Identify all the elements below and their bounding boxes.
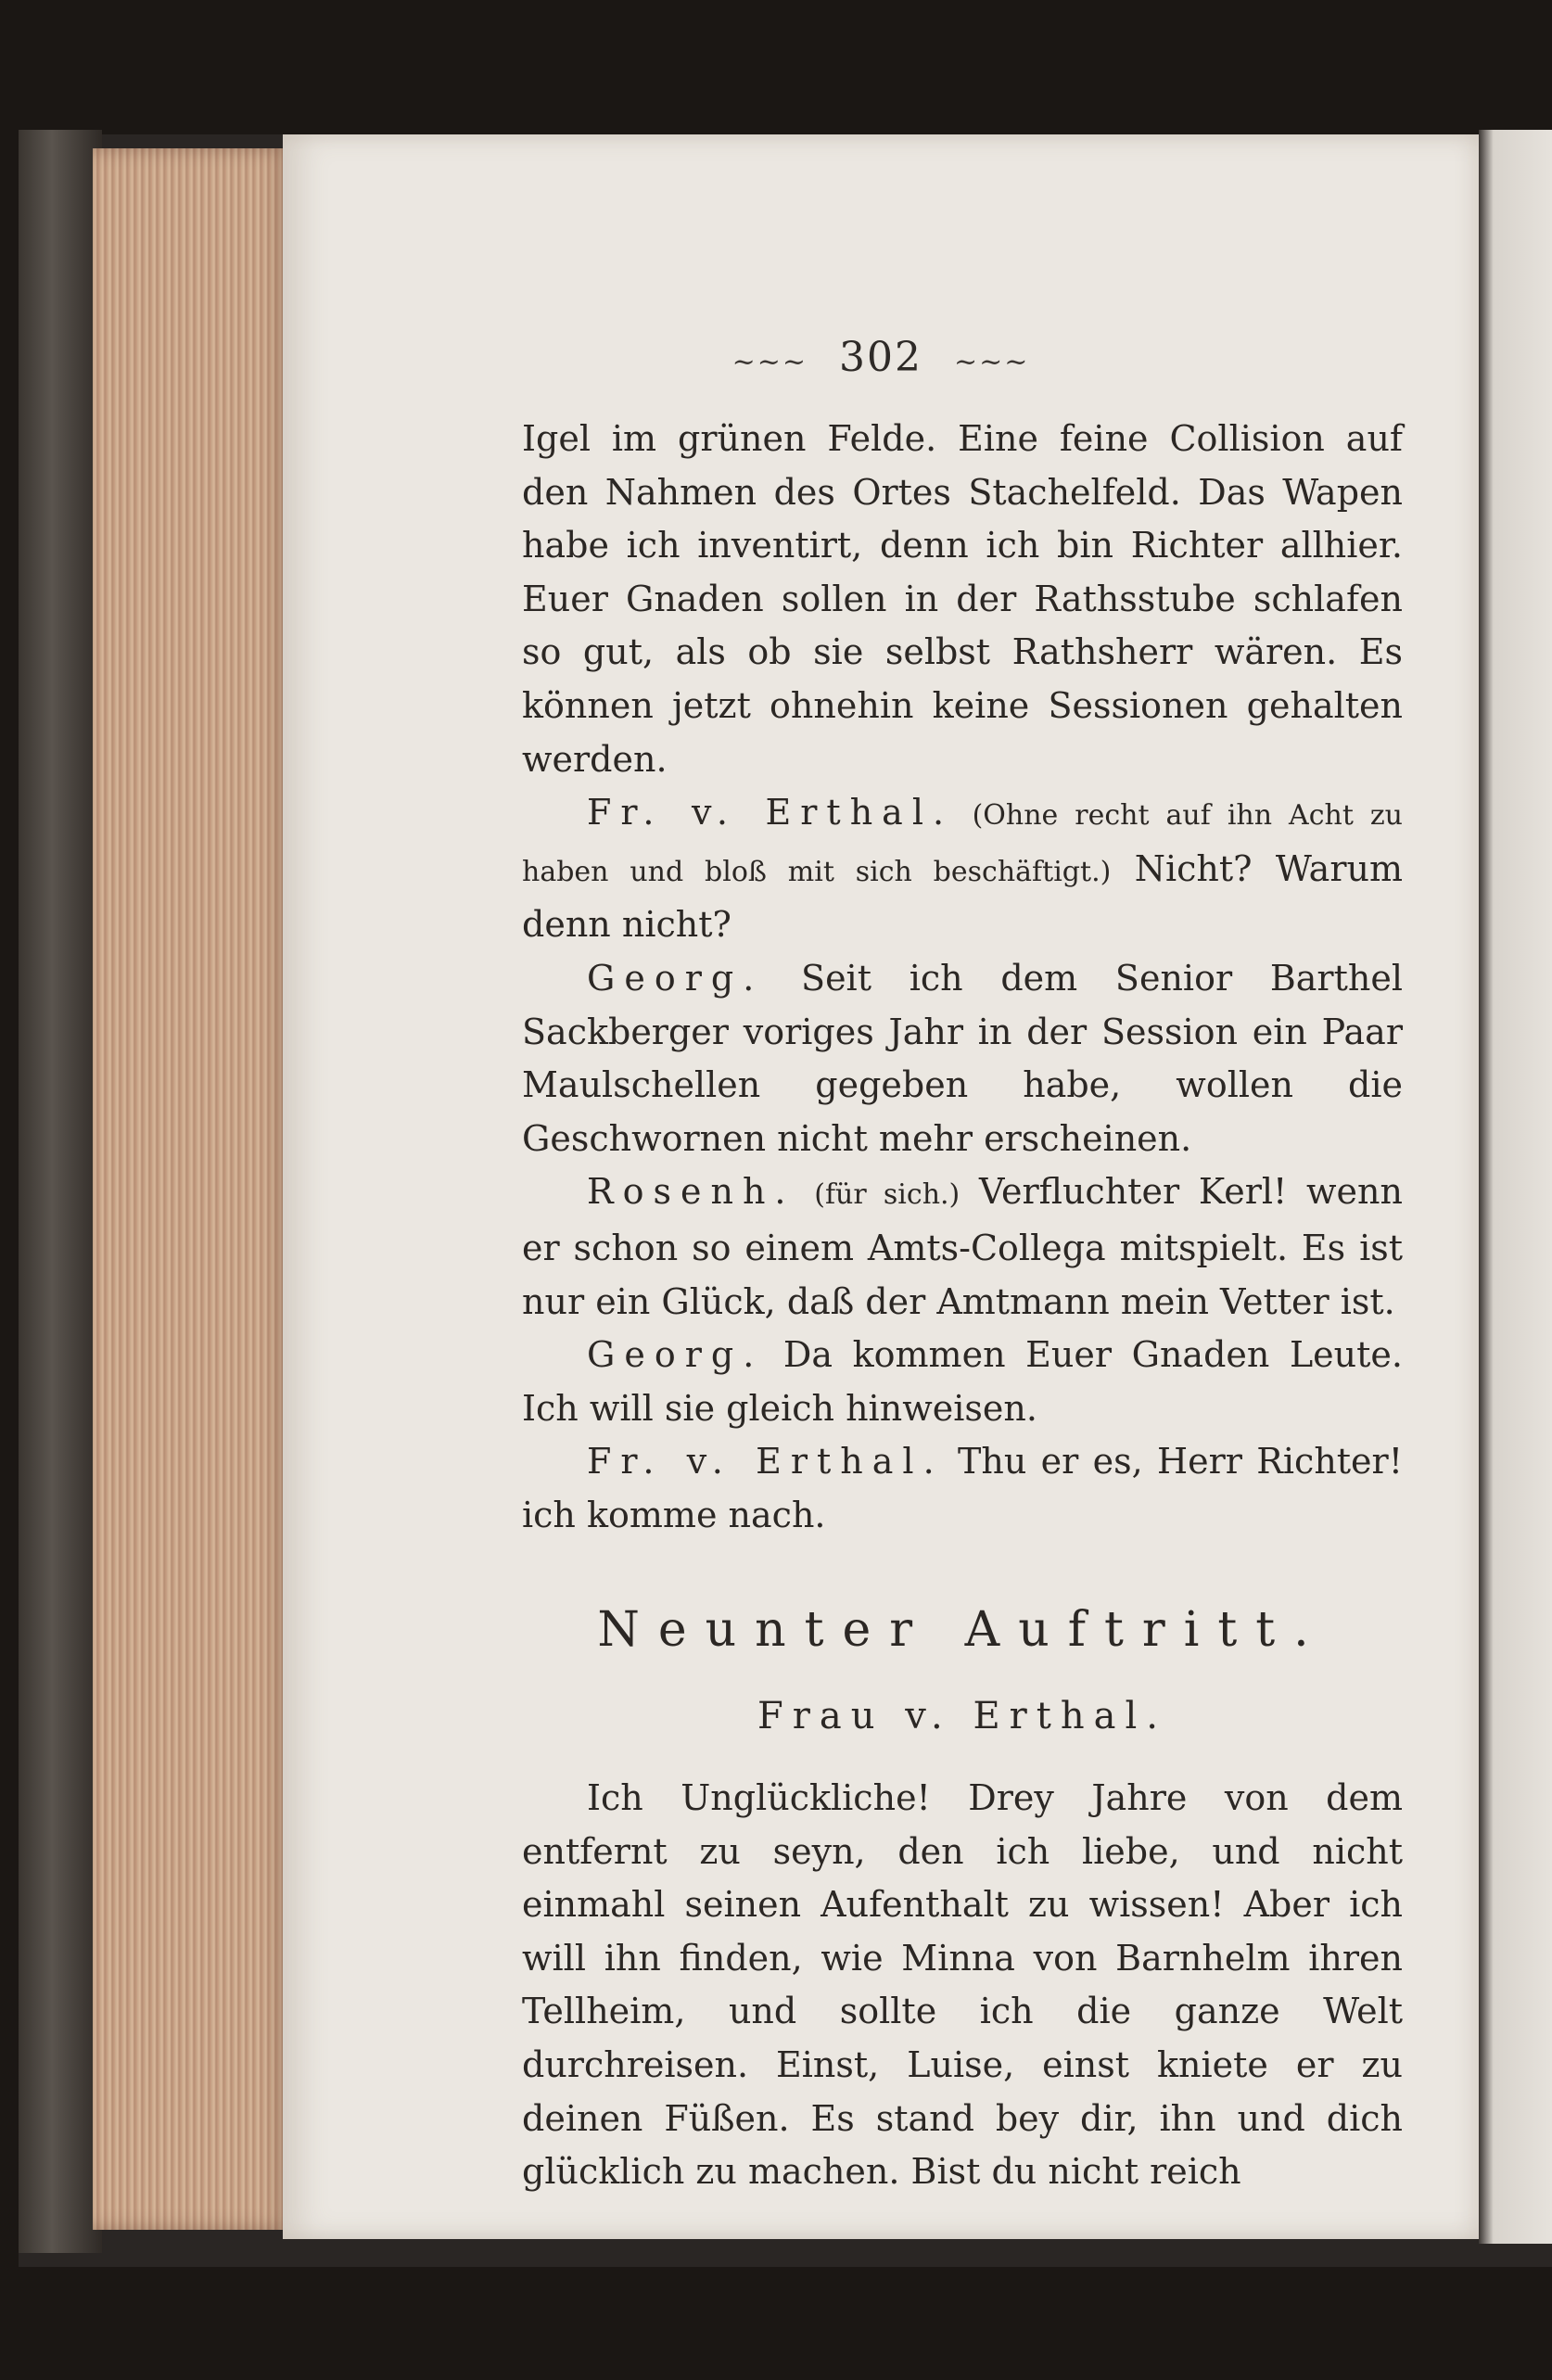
dialogue-text: Verfluchter Kerl! wenn er schon so einem Amts-Collega mitspielt. Es ist nur ein Glück, daß der Amtmann mein Vetter ist.	[522, 1171, 1403, 1322]
book-cover-edge	[19, 130, 102, 2253]
paragraph-1	[522, 413, 1403, 786]
text-line: ich inventirt, denn ich bin Richter allhier. Euer	[522, 525, 1403, 619]
dialogue-text: Seit ich dem Senior Barthel Sackberger voriges Jahr in der Session ein Paar Maulschellen gegeben habe, wollen die Geschwornen nicht mehr erscheinen.	[522, 957, 1403, 1159]
paragraph-2	[522, 786, 1403, 952]
scene-title: Neunter Auftritt.	[597, 1602, 1328, 1659]
dialogue-text: Thu er es, Herr Richter! ich komme nach.	[522, 1441, 1403, 1535]
dialogue-text: Nicht? Warum denn nicht?	[522, 847, 1403, 946]
paragraph-4	[522, 1165, 1403, 1329]
header-ornament-right: ~~~	[953, 346, 1030, 378]
paragraph-3	[522, 952, 1403, 1165]
page-block-edges	[93, 148, 292, 2230]
text-line: als ob sie selbst Rathsherr wären. Es können jetzt	[522, 631, 1403, 726]
text-line: Nahmen des Ortes Stachelfeld. Das Wapen habe	[522, 471, 1403, 566]
text-line: Gnaden sollen in der Rathsstube schlafen so gut,	[522, 578, 1403, 673]
page-body	[522, 413, 1403, 2199]
dialogue-text: Da kommen Euer Gnaden Leute. Ich will sie gleich hinweisen.	[522, 1334, 1403, 1429]
paragraph-6	[522, 1435, 1403, 1542]
text-line: Igel im grünen Felde. Eine feine Collision auf den	[522, 418, 1403, 513]
page-header	[283, 334, 1479, 381]
speaker-name: Georg.	[587, 957, 764, 999]
paragraph-5	[522, 1329, 1403, 1435]
dialogue-text: Ich Unglückliche! Drey Jahre von dem entfernt zu seyn, den ich liebe, und nicht einmahl seinen Aufenthalt zu wissen! Aber ich will ihn finden, wie Minna von Barnhelm ihren Tellheim, und sollte ich die ganze Welt durchreisen. Einst, Luise, einst kniete er zu deinen Füßen. Es stand bey dir, ihn und dich glücklich zu machen. Bist du nicht reich	[522, 1777, 1403, 2193]
page-number: 302	[839, 334, 922, 381]
stage-direction: (Ohne recht auf ihn Acht zu haben und bloß mit sich beschäftigt.)	[522, 799, 1403, 888]
scene-characters: Frau v. Erthal.	[757, 1695, 1167, 1738]
speaker-name: Georg.	[587, 1334, 764, 1376]
speaker-name: Fr. v. Erthal.	[587, 792, 954, 834]
book-page	[283, 134, 1479, 2239]
speaker-name: Rosenh.	[587, 1171, 795, 1213]
stage-direction: (für sich.)	[814, 1178, 960, 1212]
header-ornament-left: ~~~	[731, 346, 808, 378]
text-line: ohnehin keine Sessionen gehalten werden.	[522, 684, 1403, 780]
speaker-name: Fr. v. Erthal.	[587, 1441, 944, 1483]
facing-page-edge	[1479, 130, 1552, 2244]
paragraph-7	[522, 1772, 1403, 2199]
